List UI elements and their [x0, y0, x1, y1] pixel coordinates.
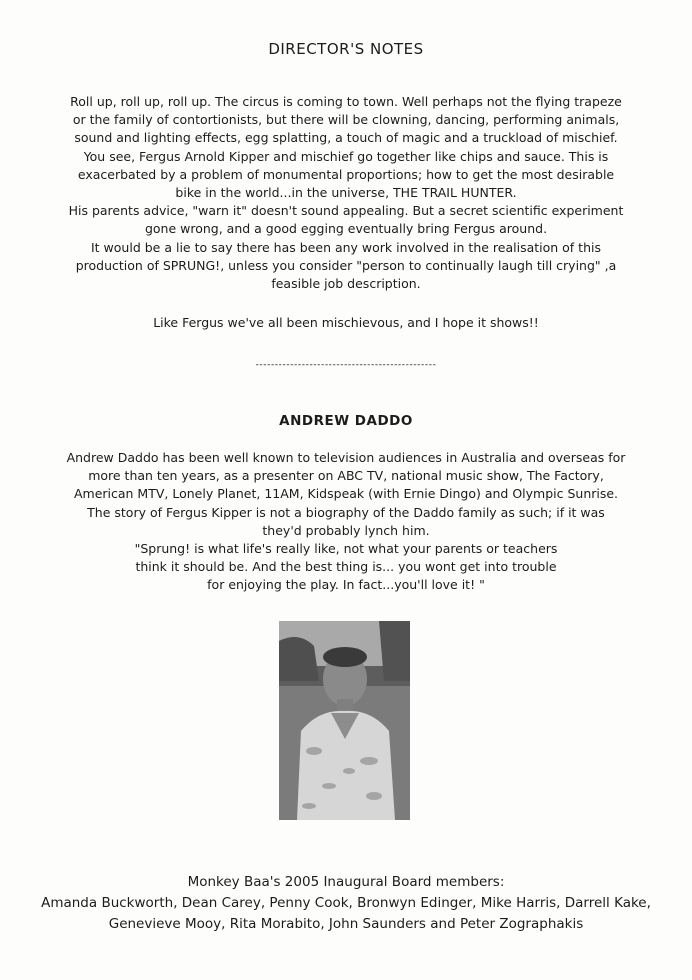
bio-line: for enjoying the play. In fact...you'll love it! ": [207, 577, 485, 593]
andrew-daddo-photo: [279, 621, 410, 820]
body-line: production of SPRUNG!, unless you consider "person to continually laugh till crying" ,a: [75, 257, 617, 273]
body-line: Roll up, roll up, roll up. The circus is coming to town. Well perhaps not the flying trapeze: [70, 94, 622, 109]
bio-line: Andrew Daddo has been well known to television audiences in Australia and overseas for: [66, 450, 626, 465]
body-line: exacerbated by a problem of monumental proportions; how to get the most desirable: [77, 166, 615, 182]
bio-line: more than ten years, as a presenter on ABC TV, national music show, The Factory,: [88, 468, 604, 484]
body-line: or the family of contortionists, but there will be clowning, dancing, performing animals,: [72, 112, 620, 128]
board-members: [0, 872, 692, 935]
directors-notes-title: DIRECTOR'S NOTES: [268, 40, 424, 58]
body-line: You see, Fergus Arnold Kipper and mischief go together like chips and sauce. This is: [83, 148, 609, 164]
directors-notes-closing: Like Fergus we've all been mischievous, and I hope it shows!!: [153, 315, 539, 330]
andrew-daddo-bio: [20, 449, 672, 595]
body-line: bike in the world...in the universe, THE TRAIL HUNTER.: [175, 185, 517, 201]
board-names-line: Genevieve Mooy, Rita Morabito, John Saunders and Peter Zographakis: [108, 916, 584, 932]
bio-line: they'd probably lynch him.: [262, 522, 430, 538]
andrew-daddo-title: ANDREW DADDO: [279, 413, 413, 429]
body-line: His parents advice, "warn it" doesn't sound appealing. But a secret scientific experiment: [68, 203, 624, 219]
body-line: It would be a lie to say there has been any work involved in the realisation of this: [91, 239, 601, 255]
section-divider: -----------------------------------------------: [255, 360, 437, 370]
body-line: feasible job description.: [271, 276, 421, 292]
bio-line: American MTV, Lonely Planet, 11AM, Kidspeak (with Ernie Dingo) and Olympic Sunrise.: [73, 486, 619, 502]
bio-line: think it should be. And the best thing is... you wont get into trouble: [135, 559, 557, 575]
body-line: gone wrong, and a good egging eventually bring Fergus around.: [144, 221, 548, 237]
bio-line: The story of Fergus Kipper is not a biography of the Daddo family as such; if it was: [87, 504, 605, 520]
bio-line: "Sprung! is what life's really like, not what your parents or teachers: [134, 541, 558, 557]
board-names-line: Amanda Buckworth, Dean Carey, Penny Cook, Bronwyn Edinger, Mike Harris, Darrell Kake,: [41, 895, 651, 911]
body-line: sound and lighting effects, egg splatting, a touch of magic and a truckload of mischief.: [74, 130, 618, 146]
board-heading: Monkey Baa's 2005 Inaugural Board members:: [187, 874, 505, 890]
directors-notes-body: [20, 93, 672, 293]
